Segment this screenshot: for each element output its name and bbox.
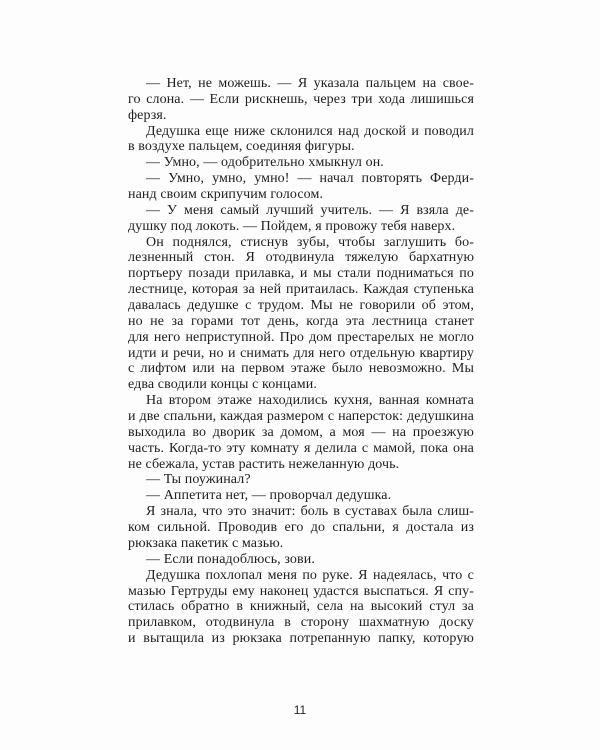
text-line: — Ты поужинал? [146,472,251,488]
text-line: — Если понадоблюсь, зови. [146,551,315,567]
text-line: го слона. — Если рискнешь, через три хода лишишься [128,91,474,107]
page-number: 11 [293,703,307,717]
text-line: Дедушка еще ниже склонился над доской и поводил [146,123,474,139]
text-line: для него неприступной. Про дом престарелых не могло [128,329,474,345]
text-line: портьеру позади прилавка, и мы стали подниматься по [128,266,474,282]
text-line: — Нет, не можешь. — Я указала пальцем на свое- [146,76,474,91]
text-line: — У меня самый лучший учитель. — Я взяла де- [146,202,474,218]
text-line: едва сводили концы с концами. [128,377,317,393]
text-line: рюкзака пакетик с мазью. [128,535,284,551]
paragraph [128,124,474,156]
text-line: в воздухе пальцем, соединяя фигуры. [128,139,355,155]
text-line: с лифтом или на первом этаже было невозможно. Мы [128,361,474,377]
paragraph [128,393,474,472]
paragraph [128,552,474,568]
text-line: не сбежала, устав растить нежеланную дочь. [128,456,400,472]
text-line: Дедушка похлопал меня по руке. Я надеялась, что с [146,567,474,583]
text-line: — Умно, умно, умно! — начал повторять Ферди- [146,171,474,187]
paragraph [128,203,474,235]
text-line: Я знала, что это значит: боль в суставах была слиш- [146,504,474,520]
text-line: идти и речи, но и снимать для него отдельную квартиру [128,345,474,361]
body-text [128,76,474,647]
text-line: мазью Гертруды ему наконец удастся выспаться. Я спу- [128,583,474,599]
text-line: лезненный стон. Я отодвинула тяжелую бархатную [128,250,474,266]
text-line: стилась обратно в книжный, села на высокий стул за [128,599,474,615]
paragraph [128,171,474,203]
text-line: Он поднялся, стиснув зубы, чтобы заглушить бо- [146,234,474,250]
text-line: и две спальни, каждая размером с наперсток: дедушкина [128,409,474,425]
text-line: выходила во дворик за домом, а моя — на проезжую [128,424,474,440]
text-line: и вытащила из рюкзака потрепанную папку, которую [128,631,474,647]
text-line: — Аппетита нет, — проворчал дедушка. [146,488,392,504]
text-line: душку под локоть. — Пойдем, я провожу тебя наверх. [128,218,456,234]
text-line: На втором этаже находились кухня, ванная комната [146,393,474,409]
paragraph [128,568,474,647]
paragraph [128,155,474,171]
paragraph [128,504,474,552]
text-line: но не за горами тот день, когда эта лестница станет [128,313,474,329]
text-line: часть. Когда-то эту комнату я делила с мамой, пока она [128,440,474,456]
text-line: ферзя. [128,107,167,123]
paragraph [128,76,474,124]
text-line: — Умно, — одобрительно хмыкнул он. [146,155,384,171]
paragraph [128,235,474,394]
text-line: прилавком, отодвинула в сторону шахматную доску [128,615,474,631]
text-line: лестнице, которая за ней притаилась. Каждая ступенька [128,282,474,298]
text-line: давалась дедушке с трудом. Мы не говорили об этом, [128,298,474,314]
paragraph [128,472,474,488]
text-line: нанд своим скрипучим голосом. [128,187,324,203]
paragraph [128,488,474,504]
text-line: ком сильной. Проводив его до спальни, я достала из [128,520,474,536]
